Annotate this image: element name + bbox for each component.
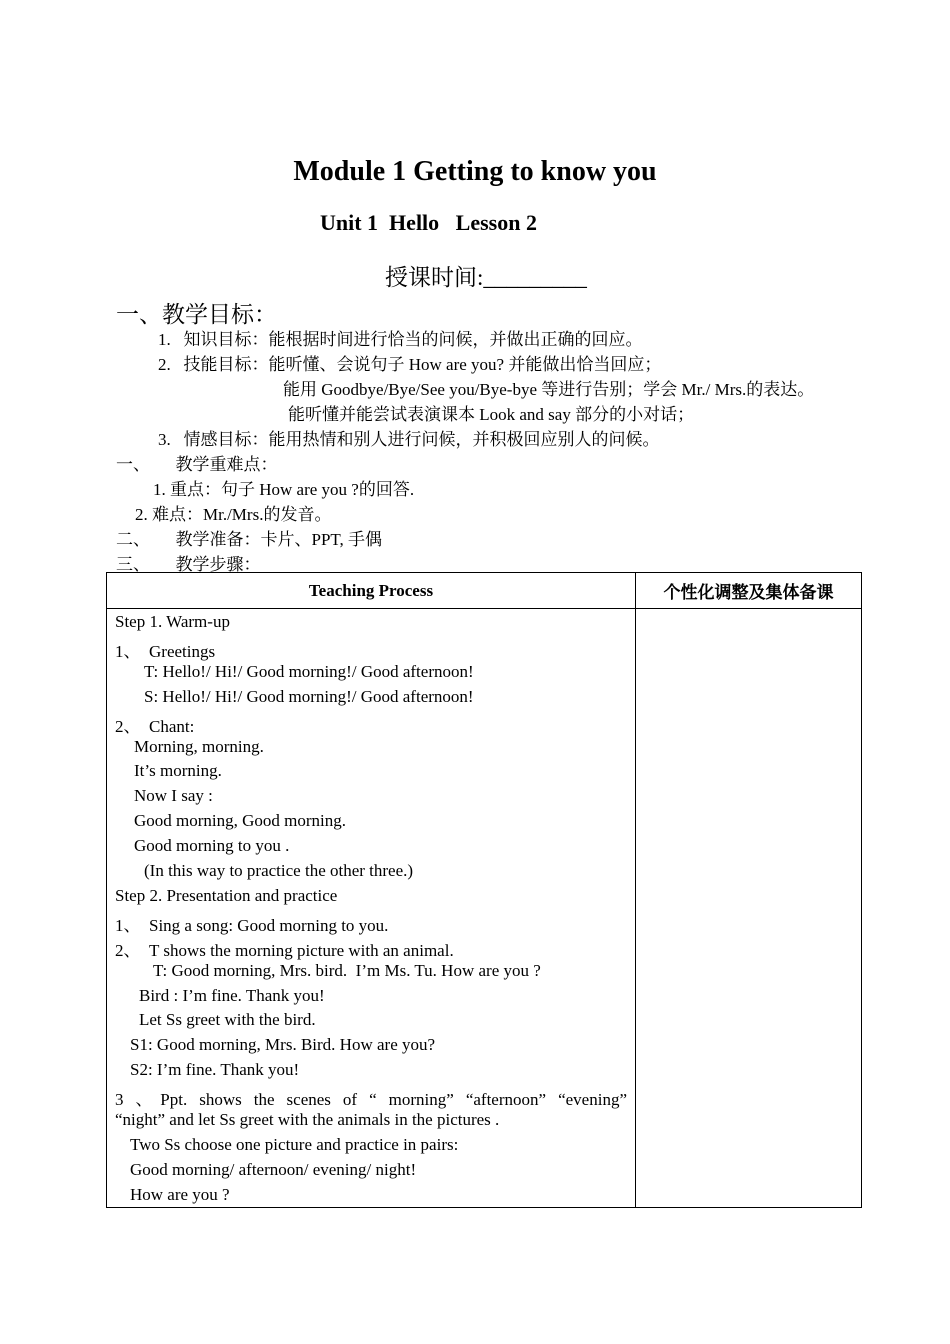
process-line: T: Good morning, Mrs. bird. I’m Ms. Tu. How are you ? [153,960,541,980]
process-line: 2、 Chant: [115,716,195,736]
process-line: It’s morning. [134,761,222,781]
objective-knowledge: 1. 知识目标：能根据时间进行恰当的问候，并做出正确的回应。 [158,330,643,349]
process-line: Bird : I’m fine. Thank you! [139,985,325,1005]
process-line: Good morning to you . [134,836,290,856]
table-header-row [107,573,862,609]
objective-skill: 2. 技能目标：能听懂、会说句子 How are you? 并能做出恰当回应； [158,355,662,374]
preparation-line: 二、 教学准备：卡片、PPT, 手偶 [116,530,383,549]
process-line: Morning, morning. [134,736,264,756]
key-points-heading: 一、 教学重难点： [116,455,278,474]
teaching-process-cell [107,609,636,1208]
objectives-heading: 一、教学目标： [116,302,277,327]
teaching-process-header: Teaching Process [107,573,636,609]
class-time-label: 授课时间:_________ [385,265,587,290]
adjustment-cell [636,609,862,1208]
process-line: T: Hello!/ Hi!/ Good morning!/ Good afternoon! [144,661,474,681]
process-line: S: Hello!/ Hi!/ Good morning!/ Good afternoon! [144,686,474,706]
table-row [107,609,862,1208]
process-line: Now I say : [134,786,213,806]
document-title: Module 1 Getting to know you [293,156,657,187]
unit-heading: Unit 1 Hello Lesson 2 [320,210,537,235]
process-line: Good morning/ afternoon/ evening/ night! [130,1159,417,1179]
process-line: S1: Good morning, Mrs. Bird. How are you? [130,1035,436,1055]
process-line: How are you ? [130,1184,230,1204]
process-line: 1、 Greetings [115,641,216,661]
process-line: 1、 Sing a song: Good morning to you. [115,915,389,935]
process-line: Step 1. Warm-up [115,612,230,631]
process-line: (In this way to practice the other three.) [144,861,414,880]
teaching-process-table [106,572,862,1208]
process-line: Let Ss greet with the bird. [139,1010,316,1030]
objective-skill-line3: 能听懂并能尝试表演课本 Look and say 部分的小对话； [288,405,695,424]
steps-heading: 三、 教学步骤： [116,555,261,574]
process-line: Step 2. Presentation and practice [115,885,338,905]
process-line: S2: I’m fine. Thank you! [130,1060,300,1080]
key-point: 1. 重点：句子 How are you ?的回答. [153,480,415,499]
objective-skill-line2: 能用 Goodbye/Bye/See you/Bye-bye 等进行告别；学会 Mr./ Mrs.的表达。 [283,380,815,399]
difficult-point: 2. 难点：Mr./Mrs.的发音。 [135,505,332,524]
process-line: Two Ss choose one picture and practice in pairs: [130,1134,459,1154]
objective-emotion: 3. 情感目标：能用热情和别人进行问候，并积极回应别人的问候。 [158,430,660,449]
adjustment-header: 个性化调整及集体备课 [636,573,862,609]
process-line: 2、 T shows the morning picture with an animal. [115,940,454,960]
process-line: 3 、Ppt. shows the scenes of “ morning” “afternoon” “evening” [115,1090,627,1110]
process-line: Good morning, Good morning. [134,811,347,831]
process-line: “night” and let Ss greet with the animals in the pictures . [115,1110,500,1129]
